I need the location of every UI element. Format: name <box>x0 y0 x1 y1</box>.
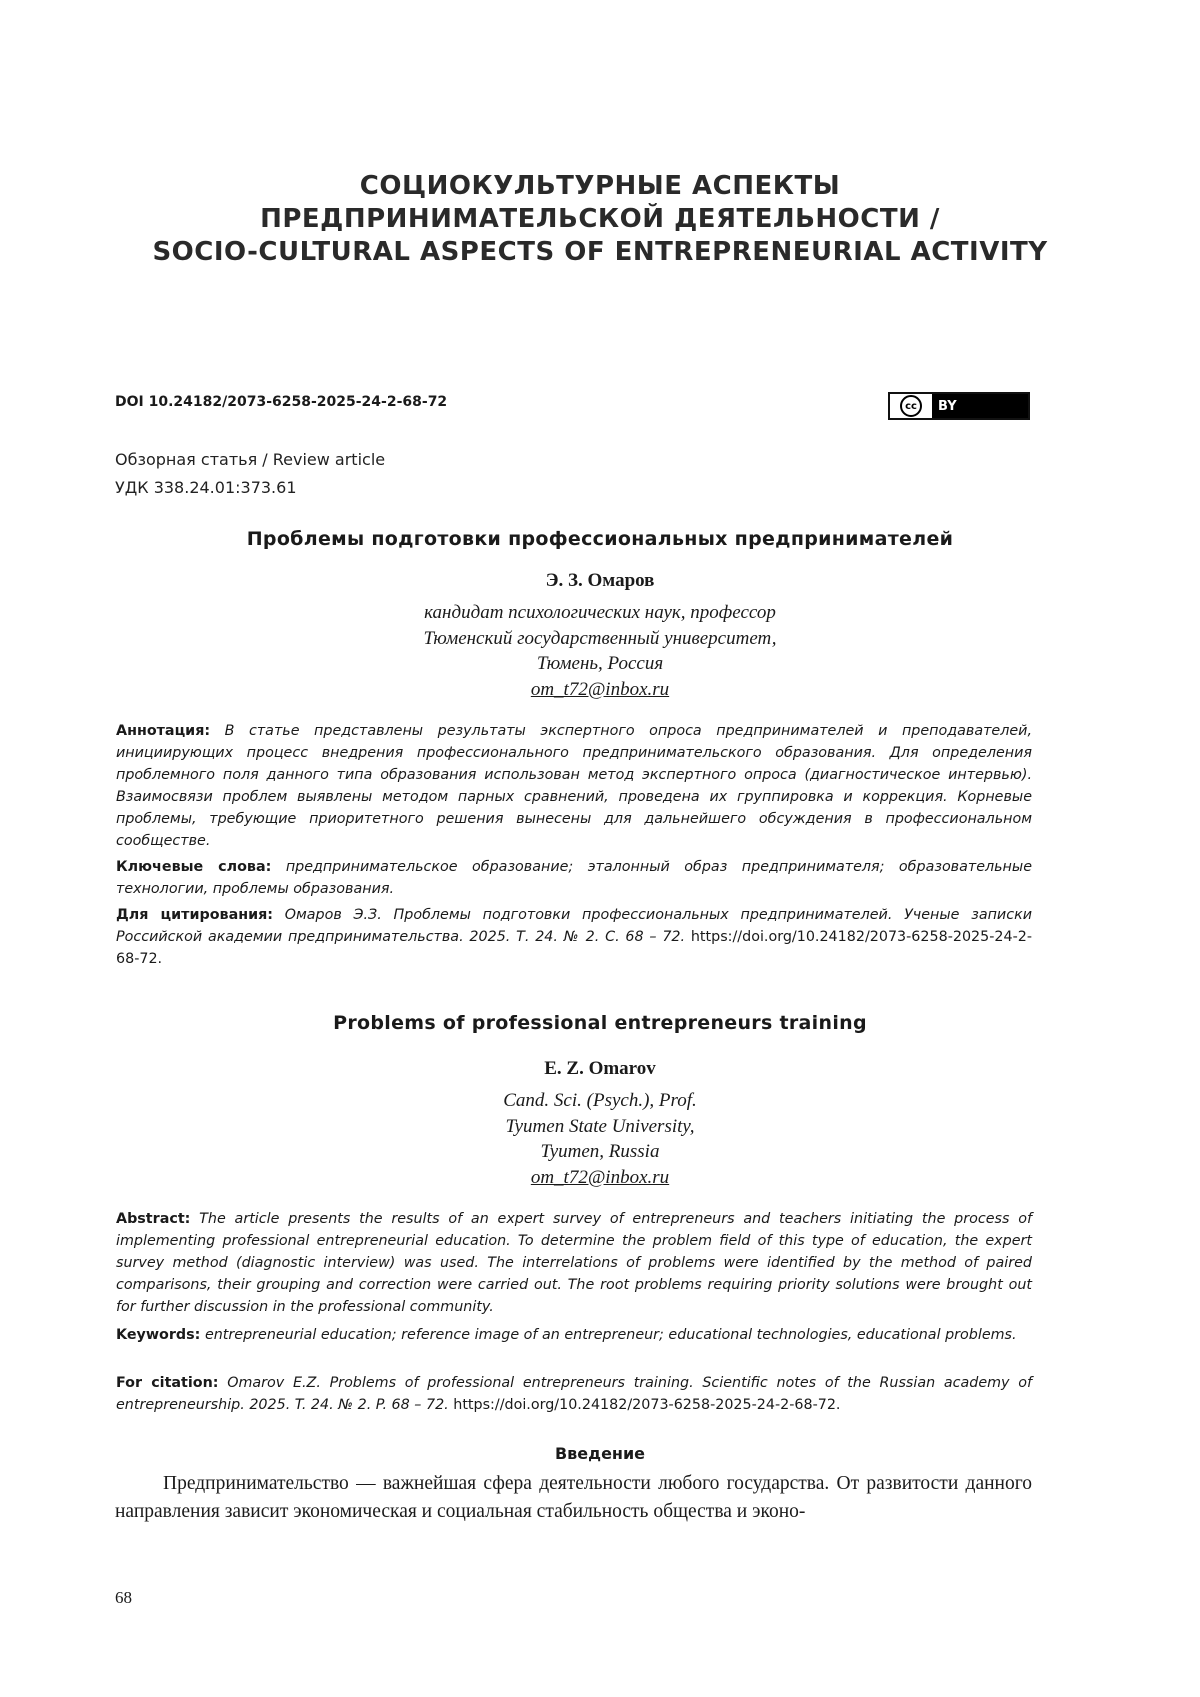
en-abstract-label: Abstract: <box>116 1211 191 1227</box>
en-citation <box>116 1372 1032 1416</box>
en-article-title: Problems of professional entrepreneurs training <box>333 1012 867 1034</box>
ru-affil-city: Тюмень, Россия <box>536 653 664 674</box>
ru-abstract-label: Аннотация: <box>116 723 211 739</box>
ru-citation <box>116 904 1032 970</box>
cc-by-label: BY <box>938 398 957 414</box>
en-abstract <box>116 1208 1032 1318</box>
en-abstract-text: The article presents the results of an expert survey of entrepreneurs and teachers initiating the process of implementing professional entrepreneurial education. To determine the problem field of this type of education, the expert survey method (diagnostic interview) was used. The interrelations of problems were identified by the method of paired comparisons, their grouping and correction were carried out. The root problems requiring priority solutions were brought out for further discussion in the professional community. <box>116 1211 1032 1315</box>
cc-by-license-badge <box>888 392 1030 420</box>
en-affil-position: Cand. Sci. (Psych.), Prof. <box>503 1090 697 1111</box>
title-line-1: СОЦИОКУЛЬТУРНЫЕ АСПЕКТЫ <box>359 171 841 201</box>
en-keywords <box>116 1324 1032 1346</box>
ru-citation-label: Для цитирования: <box>116 907 274 923</box>
en-affil-city: Tyumen, Russia <box>540 1141 660 1162</box>
ru-author-name: Э. З. Омаров <box>545 570 655 591</box>
doi-line: DOI 10.24182/2073-6258-2025-24-2-68-72 <box>115 394 448 410</box>
ru-affil-university: Тюменский государственный университет, <box>423 627 777 649</box>
ru-author-email-link[interactable]: om_t72@inbox.ru <box>530 678 670 700</box>
en-keywords-label: Keywords: <box>116 1327 201 1343</box>
en-author-email-link[interactable]: om_t72@inbox.ru <box>530 1166 670 1188</box>
en-affil-university: Tyumen State University, <box>505 1115 695 1137</box>
title-line-3: SOCIO-CULTURAL ASPECTS OF ENTREPRENEURIAL ACTIVITY <box>152 237 1048 267</box>
ru-keywords-text: предпринимательское образование; эталонный образ предпринимателя; образовательные технологии, проблемы образования. <box>116 859 1032 897</box>
intro-heading: Введение <box>554 1444 646 1463</box>
ru-article-title: Проблемы подготовки профессиональных предпринимателей <box>246 528 954 550</box>
en-keywords-text: entrepreneurial education; reference image of an entrepreneur; educational technologies, educational problems. <box>204 1327 1017 1343</box>
en-author-affiliation <box>0 1088 1200 1190</box>
ru-keywords-label: Ключевые слова: <box>116 859 272 875</box>
en-citation-label: For citation: <box>116 1375 219 1391</box>
en-citation-text: Omarov E.Z. Problems of professional entrepreneurs training. Scientific notes of the Russian academy of entrepreneurship. 2025. T. 24. № 2. P. 68 – 72. <box>116 1375 1032 1413</box>
ru-citation-doi-link[interactable]: https://doi.org/10.24182/2073-6258-2025-24-2-68-72. <box>116 929 1032 967</box>
intro-paragraph: Предпринимательство — важнейшая сфера деятельности любого государства. От развитости данного направления зависит экономическая и социальная стабильность общества и эконо- <box>115 1473 1032 1522</box>
creative-commons-icon: cc <box>900 395 922 417</box>
article-type: Обзорная статья / Review article <box>115 450 386 469</box>
page-number: 68 <box>115 1588 132 1607</box>
udc-code: УДК 338.24.01:373.61 <box>115 478 297 497</box>
ru-author-affiliation <box>0 600 1200 702</box>
ru-affil-position: кандидат психологических наук, профессор <box>424 602 776 623</box>
ru-abstract-text: В статье представлены результаты экспертного опроса предпринимателей и преподавателей, инициирующих процесс внедрения профессионального предпринимательского образования. Для определения проблемного поля данного типа образования использован метод экспертного опроса (диагностическое интервью). Взаимосвязи проблем выявлены методом парных сравнений, проведена их группировка и коррекция. Корневые проблемы, требующие приоритетного решения вынесены для дальнейшего обсуждения в профессиональном сообществе. <box>116 723 1032 849</box>
journal-section-title <box>0 170 1200 269</box>
ru-citation-text: Омаров Э.З. Проблемы подготовки профессиональных предпринимателей. Ученые записки Российской академии предпринимательства. 2025. Т. 24. № 2. С. 68 – 72. <box>116 907 1033 945</box>
title-line-2: ПРЕДПРИНИМАТЕЛЬСКОЙ ДЕЯТЕЛЬНОСТИ / <box>260 204 940 234</box>
intro-body <box>115 1470 1032 1526</box>
en-citation-doi-link[interactable]: https://doi.org/10.24182/2073-6258-2025-24-2-68-72. <box>453 1397 841 1413</box>
en-author-name: E. Z. Omarov <box>544 1058 656 1079</box>
ru-keywords <box>116 856 1032 900</box>
ru-abstract <box>116 720 1032 852</box>
